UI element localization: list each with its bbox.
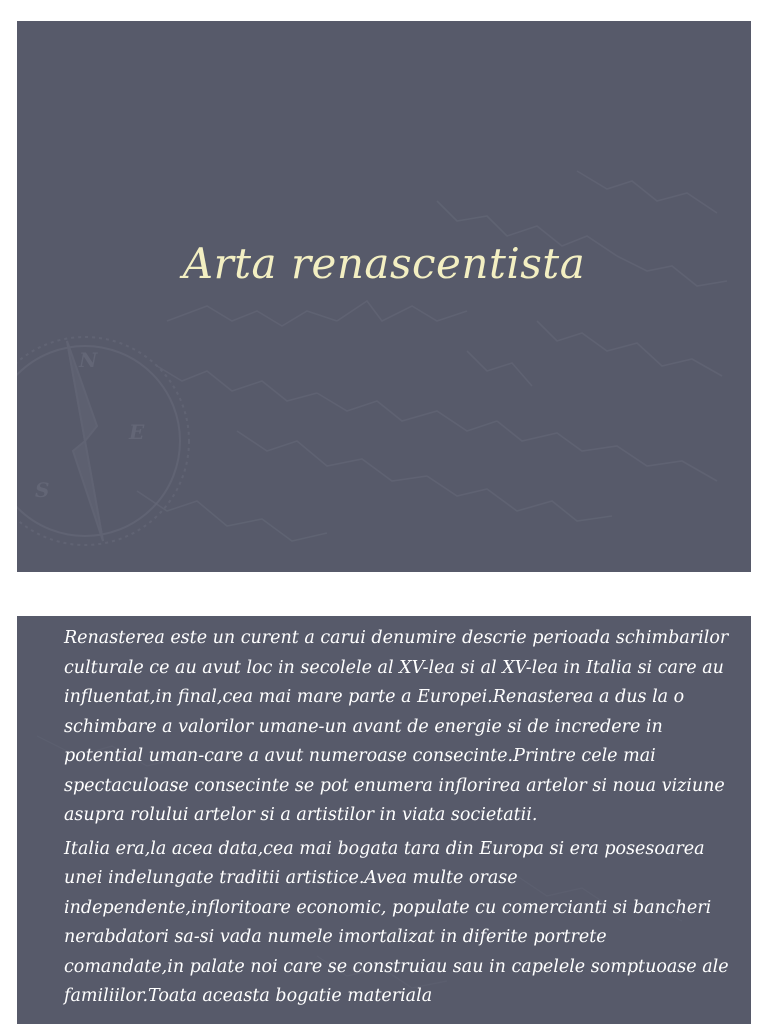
slide-body-text xyxy=(64,624,732,1016)
svg-text:S: S xyxy=(35,478,50,502)
compass-map-background xyxy=(17,21,751,572)
svg-text:N: N xyxy=(79,348,98,372)
slide-title: Arta renascentista xyxy=(182,239,586,288)
paragraph-renasterea: Renasterea este un curent a carui denumire descrie perioada schimbarilor culturale ce au avut loc in secolele al XV-lea si al XV-lea in Italia si care au influentat,in final,cea mai mare parte a Europei.Renasterea a dus la o schimbare a valorilor umane-un avant de energie si de incredere in potential uman-care a avut numeroase consecinte.Printre cele mai spectaculoase consecinte se pot enumera inflorirea artelor si noua viziune asupra rolului artelor si a artistilor in viata societatii. xyxy=(64,628,729,825)
paragraph-italia: Italia era,la acea data,cea mai bogata tara din Europa si era posesoarea unei indelungate traditii artistice.Avea multe orase independente,infloritoare economic, populate cu comercianti si bancheri nerabdatori sa-si vada numele imortalizat in diferite portrete comandate,in palate noi care se construiau sau in capelele somptuoase ale familiilor.Toata aceasta bogatie materiala xyxy=(64,838,729,1006)
title-slide xyxy=(17,21,751,572)
svg-text:E: E xyxy=(129,420,145,444)
text-slide xyxy=(17,616,751,1024)
